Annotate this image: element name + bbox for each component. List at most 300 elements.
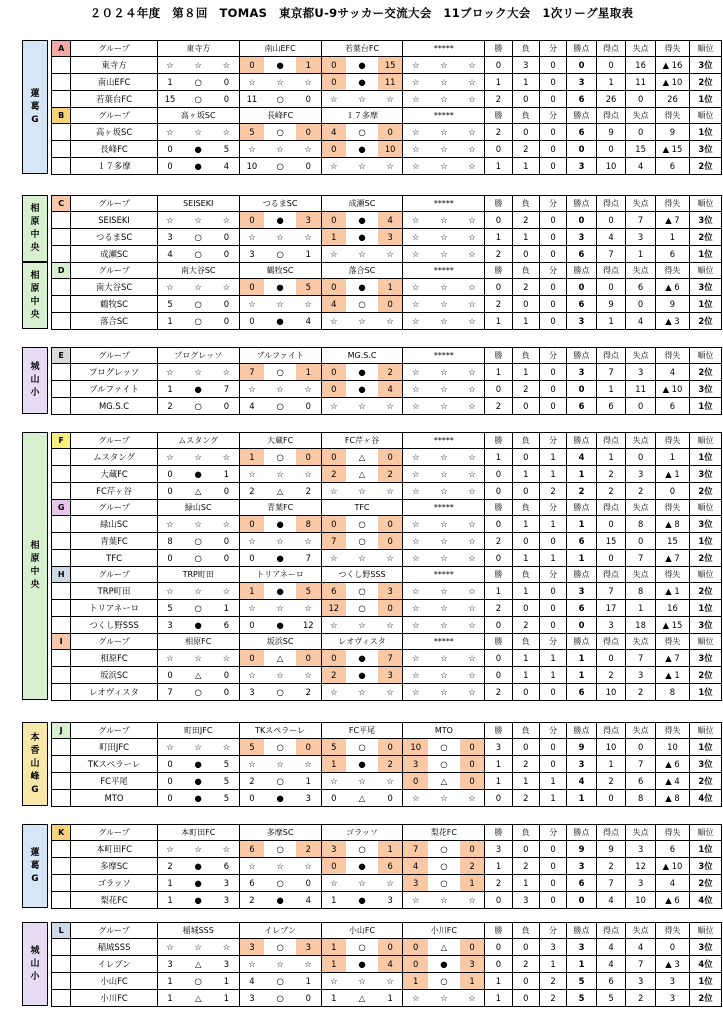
match-score: ☆ (296, 74, 321, 91)
stat-value: 1位 (689, 246, 721, 263)
stat-value: 1 (596, 449, 626, 466)
match-result-symbol: ● (182, 756, 214, 773)
match-result-symbol: ☆ (264, 141, 296, 158)
match-result-symbol: ○ (264, 398, 296, 415)
match-result-symbol: ○ (264, 124, 296, 141)
match-result-symbol: ○ (264, 246, 296, 263)
match-score: 10 (403, 739, 428, 756)
stat-value: 3位 (690, 141, 722, 158)
match-score: 3 (214, 875, 239, 892)
stat-header: 得失 (655, 41, 689, 57)
stat-value: ▲ 1 (655, 667, 689, 684)
match-score: ☆ (403, 550, 428, 567)
stat-value: 3 (567, 74, 597, 91)
team-name: 長峰FC (71, 141, 157, 158)
match-score: 15 (157, 91, 182, 108)
stat-value: 6 (655, 841, 689, 858)
opponent-header: ***** (403, 567, 485, 583)
stat-header: 得失 (655, 567, 689, 583)
area-label-char: 原 (30, 216, 40, 227)
stat-value: 4 (626, 158, 656, 175)
stat-value: 1 (512, 550, 539, 567)
match-score: 0 (239, 212, 264, 229)
row-spacer (52, 141, 71, 158)
stat-value: 1 (539, 650, 566, 667)
stat-value: 1 (512, 364, 539, 381)
match-score: ☆ (403, 990, 428, 1007)
match-score: 3 (378, 667, 403, 684)
match-score: ☆ (460, 212, 485, 229)
match-score: 5 (296, 279, 321, 296)
match-score: ☆ (296, 381, 321, 398)
match-result-symbol: △ (182, 956, 214, 973)
stat-value: 1 (512, 773, 539, 790)
stat-value: 3 (567, 229, 597, 246)
stat-header: 失点 (626, 634, 656, 650)
match-score: 0 (460, 756, 485, 773)
group-letter: J (52, 723, 71, 739)
stat-header: 勝 (485, 41, 512, 57)
league-block (22, 40, 722, 174)
match-score: 2 (239, 483, 264, 500)
match-score: ☆ (378, 158, 403, 175)
stat-value: 3位 (690, 381, 722, 398)
row-spacer (52, 973, 71, 990)
match-score: ☆ (460, 650, 485, 667)
stat-value: 7 (596, 246, 626, 263)
match-score: ☆ (403, 313, 428, 330)
group-header-row (52, 196, 722, 212)
match-score: 0 (214, 296, 239, 313)
match-score: 0 (157, 667, 182, 684)
stat-value: 3位 (690, 516, 722, 533)
area-label-char: 峰 (30, 771, 40, 782)
row-spacer (52, 313, 71, 330)
match-result-symbol: ○ (182, 74, 214, 91)
team-row (52, 667, 722, 684)
stat-value: 3 (626, 364, 656, 381)
area-label-char: 蓮 (30, 847, 40, 858)
opponent-header: 南山EFC (239, 41, 321, 57)
stat-header: 負 (512, 825, 539, 841)
team-row (52, 364, 722, 381)
stat-value: 4位 (690, 892, 722, 909)
match-result-symbol: ○ (346, 583, 378, 600)
row-spacer (52, 74, 71, 91)
match-score: 4 (321, 124, 346, 141)
opponent-header: ブルファイト (239, 348, 321, 364)
match-score: 1 (296, 364, 321, 381)
group-header-row (52, 825, 722, 841)
match-score: 6 (214, 617, 239, 634)
match-result-symbol: ☆ (428, 466, 460, 483)
opponent-header: ***** (403, 634, 485, 650)
stat-header: 分 (539, 723, 566, 739)
team-row (52, 756, 722, 773)
stat-value: ▲ 10 (655, 858, 689, 875)
match-score: ☆ (403, 57, 428, 74)
stat-header: 得失 (655, 723, 689, 739)
stat-value: 6 (626, 773, 656, 790)
stat-value: 1 (626, 600, 656, 617)
stat-value: ▲ 1 (655, 583, 689, 600)
stat-value: 18 (626, 617, 656, 634)
team-name: トリアネーロ (71, 600, 157, 617)
stat-value: 0 (539, 158, 566, 175)
match-score: ☆ (460, 74, 485, 91)
league-block (22, 195, 722, 262)
stat-value: 4 (596, 892, 626, 909)
match-score: 0 (239, 57, 264, 74)
match-score: 0 (296, 158, 321, 175)
match-score: ☆ (460, 158, 485, 175)
stat-value: ▲ 15 (655, 141, 689, 158)
stat-header: 勝点 (567, 567, 597, 583)
group-letter: K (52, 825, 71, 841)
match-score: ☆ (214, 57, 239, 74)
stat-header: 順位 (689, 196, 721, 212)
opponent-header: つるまSC (239, 196, 321, 212)
match-result-symbol: ● (264, 550, 296, 567)
stat-value: 0 (539, 684, 566, 701)
area-label (22, 824, 48, 908)
match-result-symbol: △ (346, 466, 378, 483)
stat-header: 勝点 (567, 108, 597, 124)
match-score: ☆ (214, 212, 239, 229)
team-name: レオヴィスタ (71, 684, 157, 701)
team-name: つくし野SSS (71, 617, 157, 634)
league-block (22, 262, 722, 329)
match-result-symbol: ○ (182, 398, 214, 415)
opponent-header: 南大谷SC (157, 263, 239, 279)
match-score: 5 (239, 739, 264, 756)
stat-value: ▲ 6 (655, 279, 689, 296)
stat-value: 7 (626, 550, 656, 567)
match-score: ☆ (157, 57, 182, 74)
area-label-char: 央 (30, 309, 40, 320)
stat-value: 6 (567, 684, 597, 701)
stat-value: 2 (485, 600, 512, 617)
group-letter: B (52, 108, 71, 124)
stat-value: 0 (512, 533, 539, 550)
match-result-symbol: ○ (346, 841, 378, 858)
stat-value: 3 (485, 739, 512, 756)
match-result-symbol: ☆ (428, 892, 460, 909)
stat-value: 11 (626, 381, 656, 398)
match-result-symbol: ☆ (428, 533, 460, 550)
stat-value: 4 (567, 449, 597, 466)
match-result-symbol: ○ (346, 939, 378, 956)
match-result-symbol: ○ (264, 973, 296, 990)
stat-value: 0 (512, 398, 539, 415)
stat-header: 得点 (596, 567, 626, 583)
group-word-label: グループ (71, 500, 157, 516)
match-score: ☆ (296, 756, 321, 773)
stat-header: 得点 (596, 723, 626, 739)
opponent-header: 長峰FC (239, 108, 321, 124)
stat-header: 失点 (626, 433, 656, 449)
row-spacer (52, 550, 71, 567)
match-score: 0 (321, 279, 346, 296)
match-score: ☆ (403, 667, 428, 684)
area-label-char: 城 (30, 945, 40, 956)
stat-value: 0 (596, 279, 626, 296)
area-label (22, 262, 48, 329)
match-score: 0 (214, 483, 239, 500)
area-label-char: 相 (30, 270, 40, 281)
match-result-symbol: ☆ (428, 91, 460, 108)
match-score: 10 (239, 158, 264, 175)
match-score: 1 (378, 279, 403, 296)
match-result-symbol: ○ (428, 841, 460, 858)
stat-value: 2位 (689, 229, 721, 246)
match-score: ☆ (321, 158, 346, 175)
stat-value: 3位 (690, 57, 722, 74)
match-result-symbol: ☆ (428, 650, 460, 667)
stat-value: 2 (512, 212, 539, 229)
match-score: ☆ (460, 667, 485, 684)
group-letter: L (52, 923, 71, 939)
match-score: 3 (296, 939, 321, 956)
stat-value: 1位 (690, 91, 722, 108)
stat-header: 得点 (596, 433, 626, 449)
match-score: 4 (239, 973, 264, 990)
stat-header: 負 (512, 500, 539, 516)
match-score: 0 (157, 773, 182, 790)
match-score: 5 (239, 124, 264, 141)
match-result-symbol: ☆ (428, 667, 460, 684)
stat-value: 0 (512, 449, 539, 466)
stat-value: 2 (512, 141, 539, 158)
stat-value: 0 (485, 790, 512, 807)
match-score: ☆ (460, 141, 485, 158)
team-row (52, 956, 722, 973)
match-score: 0 (239, 650, 264, 667)
group-word-label: グループ (71, 433, 157, 449)
match-score: 0 (157, 483, 182, 500)
match-score: ☆ (321, 684, 346, 701)
stat-value: 3位 (690, 617, 722, 634)
stat-value: 6 (567, 398, 597, 415)
stat-value: 1 (655, 229, 689, 246)
stat-value: 1 (485, 158, 512, 175)
team-name: 稲城SSS (71, 939, 157, 956)
match-score: 4 (321, 296, 346, 313)
match-result-symbol: ○ (428, 973, 460, 990)
match-result-symbol: ● (182, 141, 214, 158)
team-name: 本町田FC (71, 841, 157, 858)
stat-value: 3 (626, 229, 656, 246)
match-score: 4 (239, 398, 264, 415)
league-block (22, 922, 722, 1006)
stat-value: 0 (567, 57, 597, 74)
stat-value: 1 (567, 667, 597, 684)
stat-header: 順位 (690, 348, 722, 364)
stat-header: 得点 (596, 196, 626, 212)
match-score: 6 (321, 583, 346, 600)
area-label-char: 相 (30, 203, 40, 214)
stat-value: 0 (567, 381, 597, 398)
stat-value: 10 (626, 892, 656, 909)
match-score: ☆ (460, 398, 485, 415)
match-score: ☆ (403, 892, 428, 909)
stat-value: 6 (655, 158, 689, 175)
match-result-symbol: ● (182, 466, 214, 483)
team-row (52, 684, 722, 701)
team-row (52, 229, 722, 246)
area-label-char: 中 (30, 229, 40, 240)
group-letter: H (52, 567, 71, 583)
match-result-symbol: ☆ (428, 449, 460, 466)
match-result-symbol: ☆ (346, 773, 378, 790)
match-score: ☆ (460, 296, 485, 313)
row-spacer (52, 158, 71, 175)
match-score: 0 (321, 381, 346, 398)
area-label-char: G (31, 114, 39, 125)
match-result-symbol: ☆ (428, 313, 460, 330)
stat-value: 3 (512, 57, 539, 74)
match-score: ☆ (157, 516, 182, 533)
match-result-symbol: ☆ (428, 124, 460, 141)
team-name: ゴラッソ (71, 875, 157, 892)
stat-value: 0 (626, 124, 656, 141)
match-score: 0 (321, 57, 346, 74)
group-header-row (52, 634, 722, 650)
stat-value: 10 (655, 739, 689, 756)
row-spacer (52, 956, 71, 973)
stat-value: ▲ 7 (655, 650, 689, 667)
stat-value: 5 (567, 973, 597, 990)
match-result-symbol: ☆ (428, 74, 460, 91)
stat-value: 0 (512, 973, 539, 990)
match-score: 2 (157, 398, 182, 415)
team-row (52, 212, 722, 229)
row-spacer (52, 516, 71, 533)
match-result-symbol: ○ (346, 739, 378, 756)
match-result-symbol: ☆ (428, 279, 460, 296)
stat-value: 3 (626, 973, 656, 990)
match-result-symbol: ☆ (264, 466, 296, 483)
match-score: 1 (239, 449, 264, 466)
stat-value: 0 (485, 617, 512, 634)
stat-value: ▲ 8 (655, 516, 689, 533)
row-spacer (52, 650, 71, 667)
match-score: ☆ (321, 550, 346, 567)
group-header-row (52, 500, 722, 516)
stat-value: 12 (626, 858, 656, 875)
area-label-char: 中 (30, 296, 40, 307)
match-score: 4 (378, 956, 403, 973)
stat-value: 2位 (690, 74, 722, 91)
opponent-header: ***** (403, 263, 485, 279)
opponent-header: 多摩SC (239, 825, 321, 841)
match-result-symbol: ☆ (264, 381, 296, 398)
match-score: 1 (296, 973, 321, 990)
match-result-symbol: ☆ (264, 667, 296, 684)
area-label-char: 蓮 (30, 88, 40, 99)
stat-value: 0 (596, 650, 626, 667)
match-score: 1 (296, 773, 321, 790)
match-score: ☆ (214, 583, 239, 600)
stat-header: 得失 (655, 500, 689, 516)
match-score: 3 (296, 212, 321, 229)
match-result-symbol: ● (346, 212, 378, 229)
match-score: ☆ (460, 892, 485, 909)
match-result-symbol: ● (264, 313, 296, 330)
match-result-symbol: △ (182, 483, 214, 500)
match-score: 0 (214, 550, 239, 567)
stat-value: 0 (485, 956, 512, 973)
stat-value: 1 (485, 773, 512, 790)
match-score: 0 (378, 516, 403, 533)
match-score: ☆ (460, 790, 485, 807)
match-score: 1 (321, 892, 346, 909)
stat-value: 1 (539, 449, 566, 466)
stat-value: 1 (539, 667, 566, 684)
stat-value: 6 (596, 398, 626, 415)
group-header-row (52, 723, 722, 739)
stat-header: 負 (512, 723, 539, 739)
match-score: 2 (239, 773, 264, 790)
row-spacer (52, 756, 71, 773)
stat-value: 0 (539, 381, 566, 398)
match-score: ☆ (296, 533, 321, 550)
stat-header: 勝 (485, 500, 512, 516)
row-spacer (52, 684, 71, 701)
team-name: FC平尾 (71, 773, 157, 790)
match-result-symbol: ● (264, 583, 296, 600)
match-score: ☆ (403, 600, 428, 617)
match-score: ☆ (460, 583, 485, 600)
area-label-char: 本 (30, 732, 40, 743)
stat-header: 順位 (690, 723, 722, 739)
match-result-symbol: ☆ (346, 313, 378, 330)
stat-value: 2 (512, 956, 539, 973)
match-score: ☆ (378, 246, 403, 263)
match-result-symbol: ○ (264, 773, 296, 790)
match-score: 1 (157, 381, 182, 398)
match-score: 3 (296, 790, 321, 807)
match-score: 5 (296, 583, 321, 600)
stat-value: 5 (567, 990, 597, 1007)
stat-value: 11 (626, 74, 656, 91)
match-score: ☆ (157, 939, 182, 956)
stat-value: 3 (626, 841, 656, 858)
match-score: 1 (157, 875, 182, 892)
team-row (52, 57, 722, 74)
match-score: 0 (296, 398, 321, 415)
stat-value: 2位 (690, 483, 722, 500)
match-score: 1 (157, 313, 182, 330)
stat-value: 0 (567, 617, 597, 634)
match-score: 1 (321, 990, 346, 1007)
team-row (52, 858, 722, 875)
stat-value: 6 (567, 875, 597, 892)
opponent-header: MG.S.C (321, 348, 403, 364)
team-name: MG.S.C (71, 398, 157, 415)
stat-value: 1 (512, 875, 539, 892)
team-row (52, 583, 722, 600)
match-result-symbol: ● (182, 381, 214, 398)
match-score: 3 (214, 892, 239, 909)
team-row (52, 381, 722, 398)
match-score: ☆ (321, 483, 346, 500)
match-score: 3 (378, 229, 403, 246)
stat-value: 10 (596, 684, 626, 701)
stat-value: 1位 (690, 841, 722, 858)
stat-value: 3 (567, 858, 597, 875)
stat-value: 6 (567, 296, 597, 313)
